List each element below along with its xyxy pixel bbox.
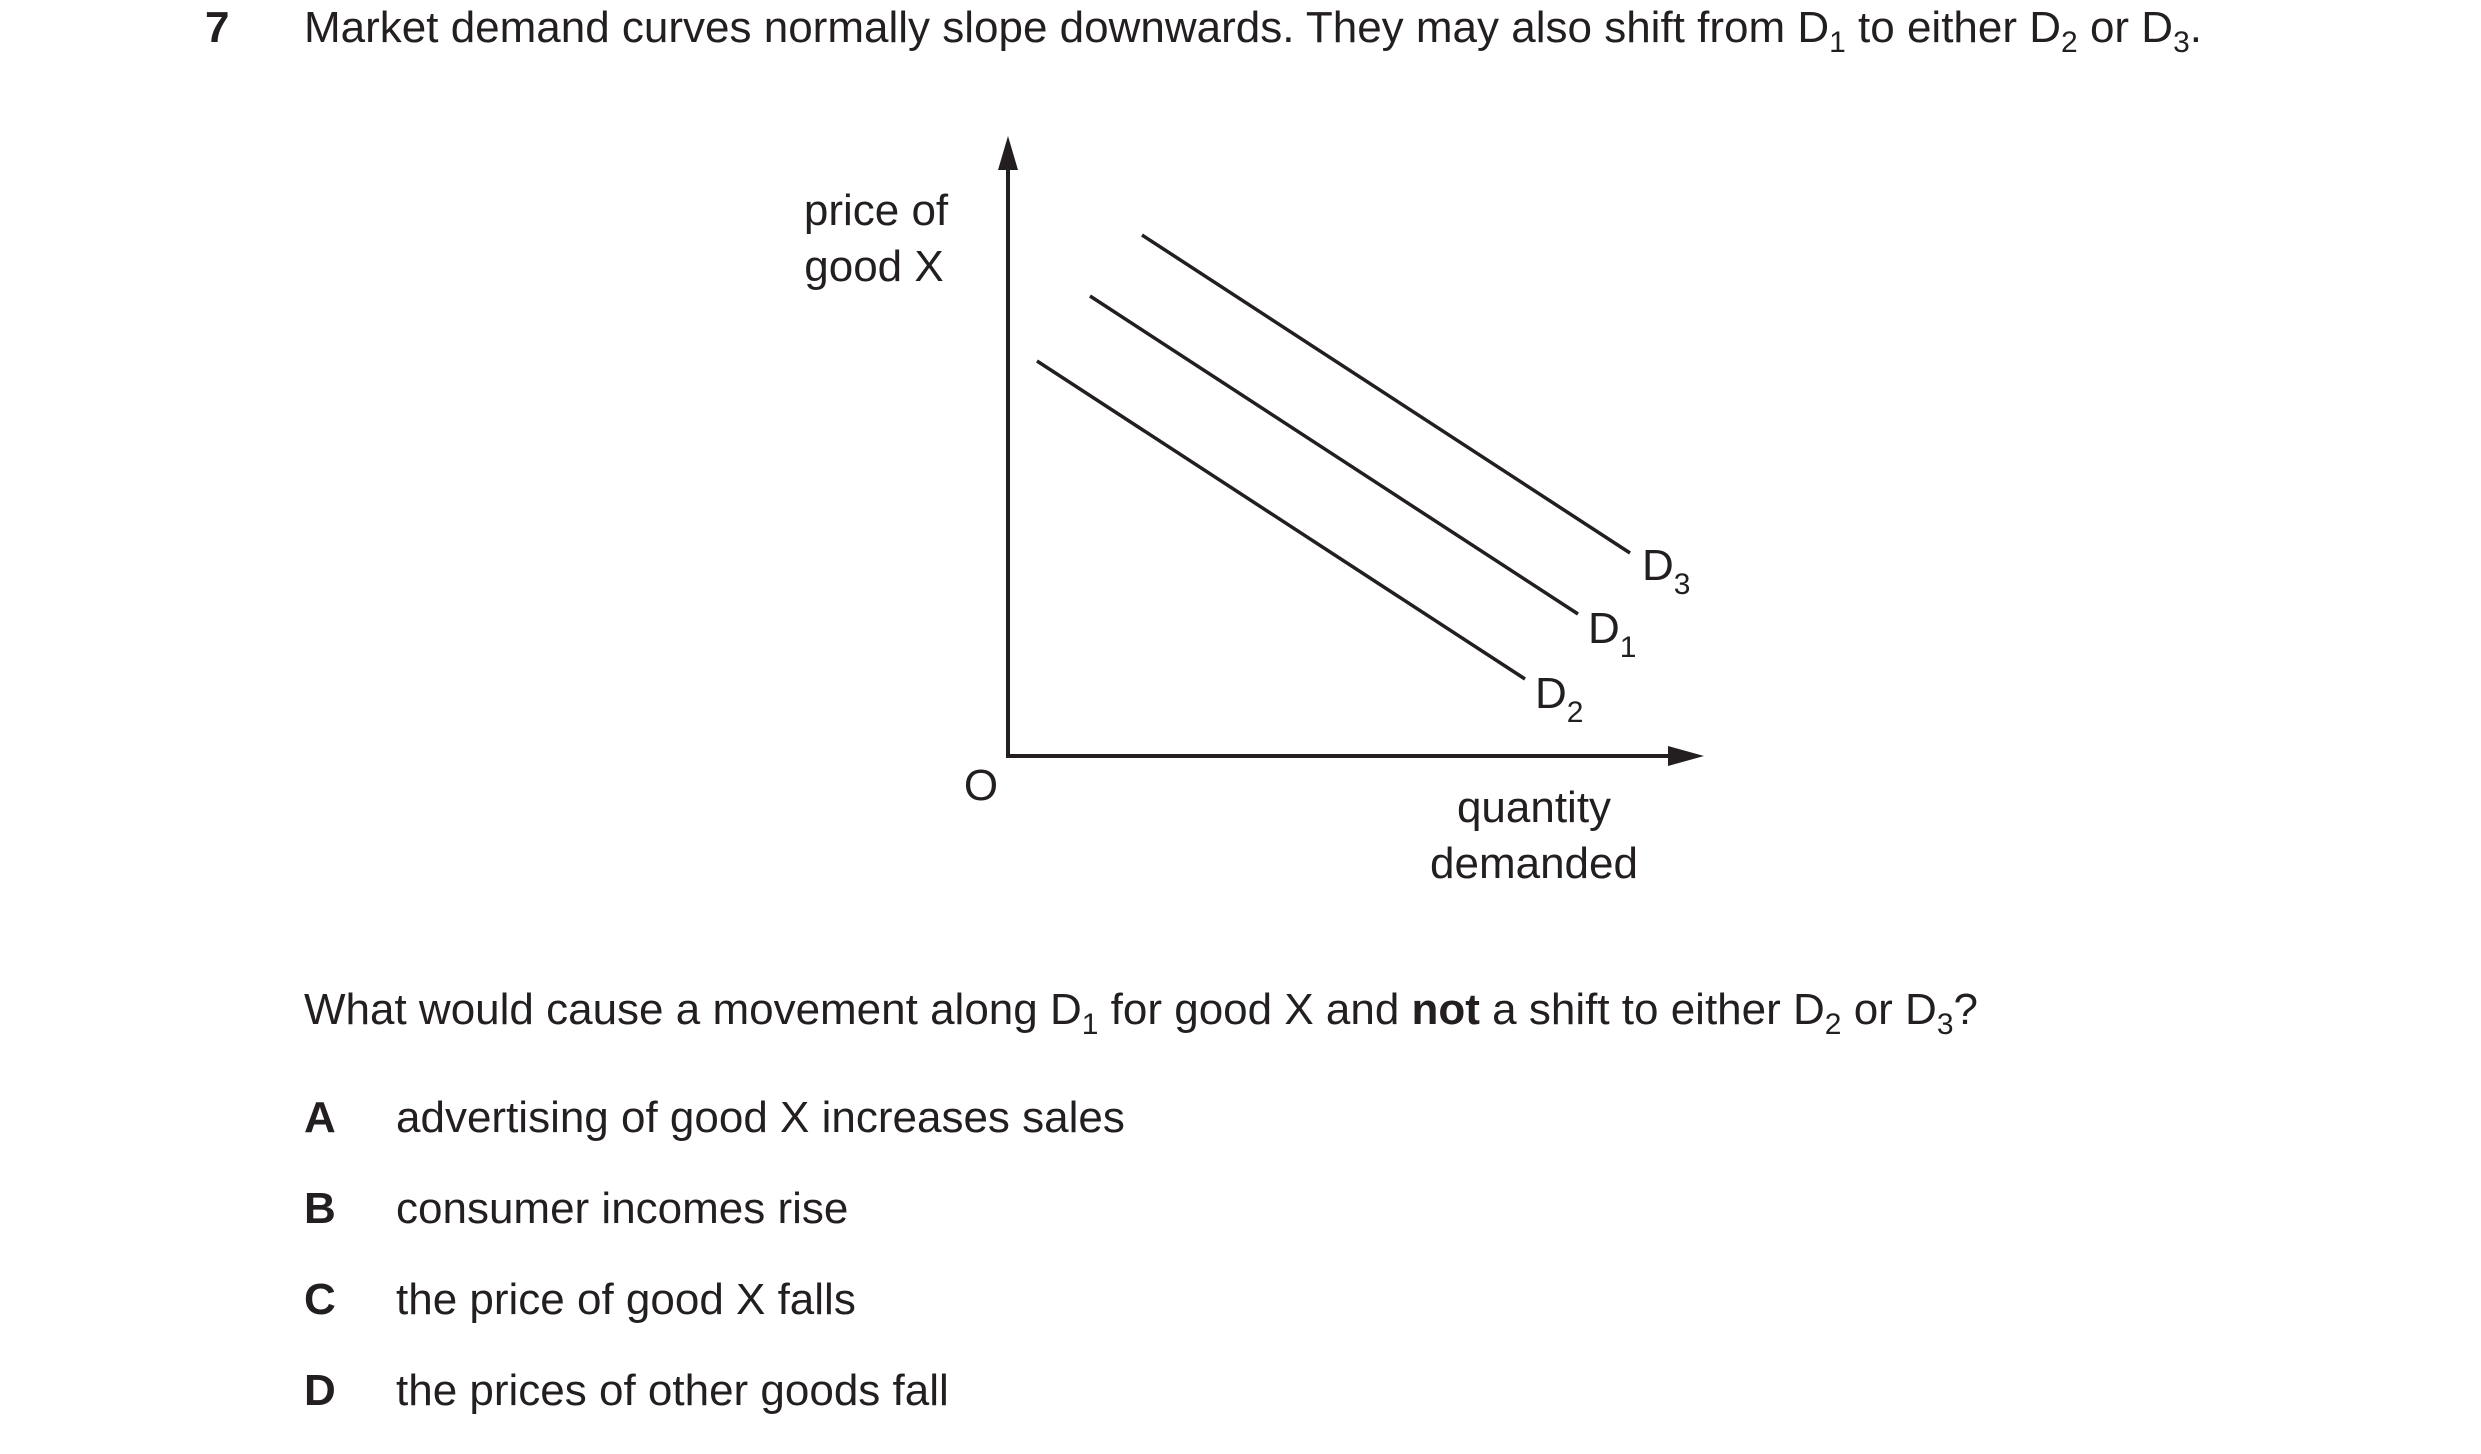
option-text: advertising of good X increases sales [396, 1093, 1125, 1142]
stem-text-1: Market demand curves normally slope downwards. They may also shift from D [304, 3, 1830, 52]
stem-text-3: or D [2077, 3, 2174, 52]
prompt-bold-not: not [1411, 985, 1480, 1034]
prompt-text-2: for good X and [1098, 985, 1412, 1034]
x-axis-label-line1: quantity [1456, 783, 1612, 832]
curve-label-d2 [1535, 669, 1583, 729]
curve-label-d2-subscript: 2 [1566, 696, 1584, 729]
curve-label-d2-letter: D [1535, 669, 1567, 718]
demand-curve-d2 [1037, 361, 1525, 679]
stem-subscript-3: 3 [2173, 26, 2190, 59]
x-axis-label-line2: demanded [1430, 839, 1638, 888]
demand-curve-d1 [1090, 296, 1578, 614]
prompt-text-5: ? [1953, 985, 1978, 1034]
question-prompt [304, 982, 1978, 1041]
y-axis-arrowhead [998, 136, 1018, 170]
question-number: 7 [205, 3, 230, 52]
prompt-text-3: a shift to either D [1479, 985, 1825, 1034]
curve-label-d3 [1642, 541, 1690, 601]
y-axis-label-line2: good X [804, 242, 944, 291]
stem-subscript-2: 2 [2061, 26, 2078, 59]
x-axis-arrowhead [1668, 746, 1704, 766]
stem-subscript-1: 1 [1829, 26, 1846, 59]
option-text: the prices of other goods fall [396, 1366, 949, 1415]
curve-label-d3-letter: D [1642, 541, 1674, 590]
prompt-subscript-2: 2 [1824, 1008, 1842, 1041]
stem-text-4: . [2189, 3, 2202, 52]
prompt-text-4: or D [1841, 985, 1937, 1034]
demand-curve-d3 [1142, 235, 1630, 553]
option-letter: A [304, 1093, 336, 1142]
curve-label-d1-subscript: 1 [1619, 631, 1637, 664]
option-letter: B [304, 1184, 336, 1233]
option-letter: D [304, 1366, 336, 1415]
curve-label-d1 [1588, 604, 1636, 664]
stem-text-2: to either D [1845, 3, 2062, 52]
prompt-subscript-1: 1 [1081, 1008, 1099, 1041]
y-axis-label-line1: price of [803, 186, 949, 235]
curve-label-d3-subscript: 3 [1673, 568, 1691, 601]
prompt-subscript-3: 3 [1936, 1008, 1954, 1041]
option-text: consumer incomes rise [396, 1184, 849, 1233]
curve-label-d1-letter: D [1588, 604, 1620, 653]
origin-label: O [963, 761, 999, 810]
prompt-text-1: What would cause a movement along D [304, 985, 1082, 1034]
option-text: the price of good X falls [396, 1275, 856, 1324]
option-letter: C [304, 1275, 336, 1324]
